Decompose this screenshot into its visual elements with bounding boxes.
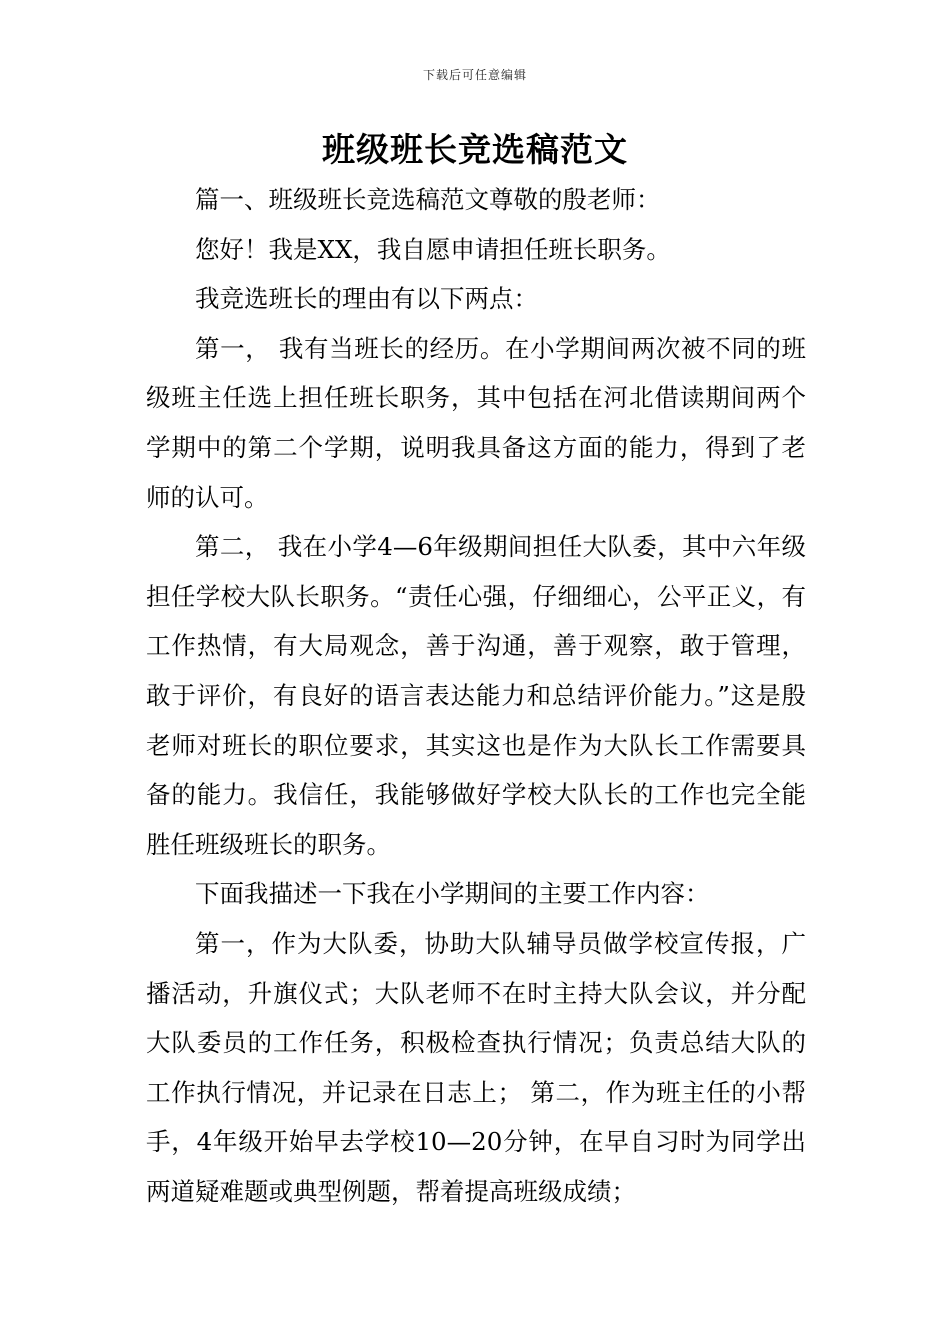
paragraph-reasons-intro: 我竞选班长的理由有以下两点： — [195, 284, 538, 314]
paragraph-salutation: 篇一、班级班长竞选稿范文尊敬的殷老师： — [195, 185, 661, 214]
paragraph-work-intro: 下面我描述一下我在小学期间的主要工作内容： — [195, 879, 710, 909]
paragraph-greeting: 您好！我是XX，我自愿申请担任班长职务。 — [195, 234, 671, 264]
paragraph-reason-one: 第一， 我有当班长的经历。在小学期间两次被不同的班级班主任选上担任班长职务，其中包括在河北借读期间两个学期中的第二个学期，说明我具备这方面的能力，得到了老师的认可。 — [146, 333, 806, 512]
document-title: 班级班长竞选稿范文 — [322, 130, 628, 169]
paragraph-reason-two: 第二， 我在小学4—6年级期间担任大队委，其中六年级担任学校大队长职务。“责任心强，仔细细心，公平正义，有工作热情，有大局观念，善于沟通，善于观察，敢于管理，敢于评价，有良好的语言表达能力和总结评价能力。”这是殷老师对班长的职位要求，其实这也是作为大队长工作需要具备的能力。我信任，我能够做好学校大队长的工作也完全能胜任班级班长的职务。 — [146, 532, 806, 859]
paragraph-work-details: 第一，作为大队委，协助大队辅导员做学校宣传报，广播活动，升旗仪式；大队老师不在时主持大队会议，并分配大队委员的工作任务，积极检查执行情况；负责总结大队的工作执行情况，并记录在日志上； 第二，作为班主任的小帮手，4年级开始早去学校10—20分钟，在早自习时为同学出两道疑难题或典型例题，帮着提高班级成绩； — [146, 928, 806, 1206]
header-note: 下载后可任意编辑 — [422, 68, 527, 82]
document-body — [146, 175, 806, 1216]
